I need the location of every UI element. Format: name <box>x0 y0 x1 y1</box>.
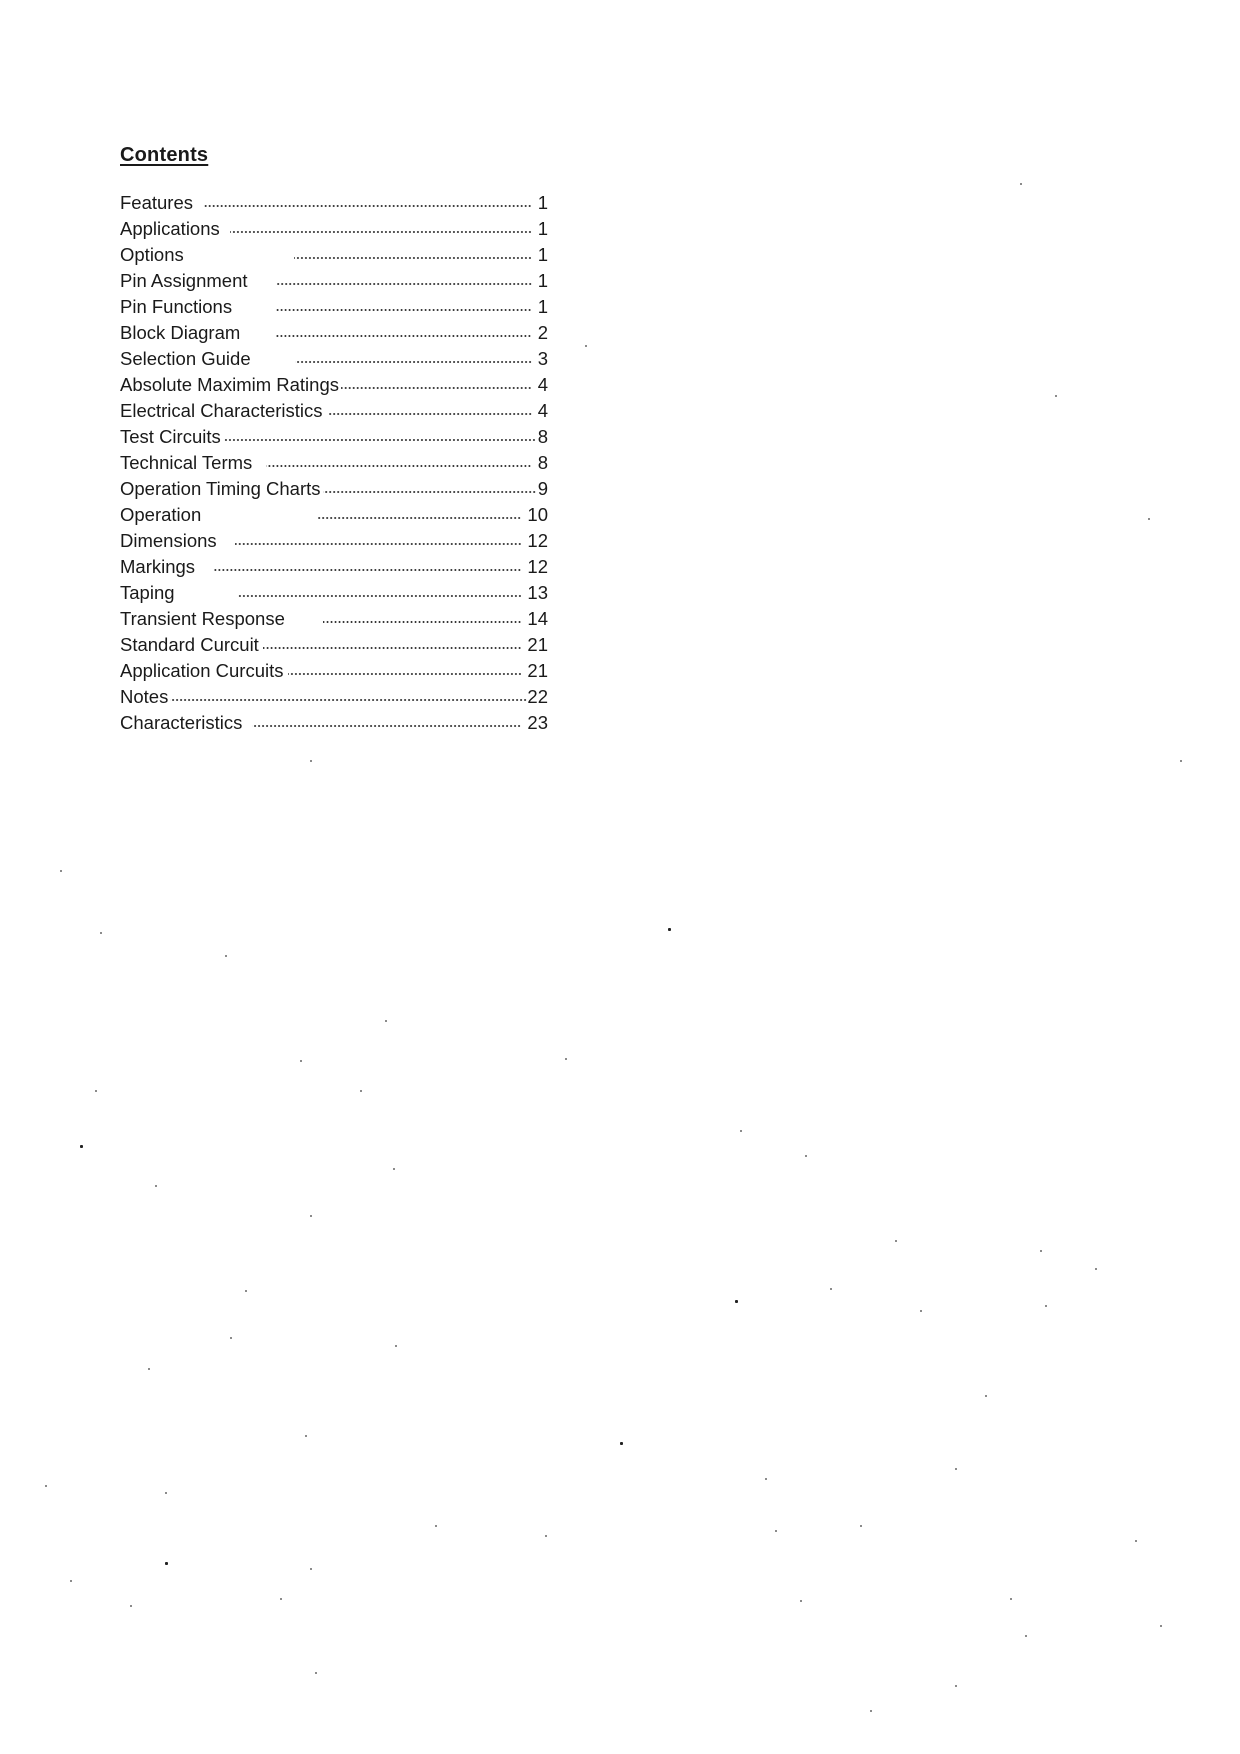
toc-entry-title: Block Diagram <box>120 322 241 343</box>
scan-speck <box>870 1710 872 1712</box>
dot-leader <box>288 673 522 675</box>
dot-leader <box>170 699 527 701</box>
scan-speck <box>620 1442 623 1445</box>
toc-entry-title: Technical Terms <box>120 452 253 473</box>
scan-speck <box>225 955 227 957</box>
toc-entry-title: Pin Assignment <box>120 270 248 291</box>
scan-speck <box>1040 1250 1042 1252</box>
toc-entry-page: 1 <box>537 218 548 239</box>
scan-speck <box>985 1395 987 1397</box>
dot-leader <box>295 361 532 363</box>
scan-speck <box>393 1168 395 1170</box>
toc-entry <box>120 320 548 346</box>
toc-entry-title: Notes <box>120 686 169 707</box>
scan-speck <box>565 1058 567 1060</box>
dot-leader <box>323 621 522 623</box>
scan-speck <box>100 932 102 934</box>
scan-speck <box>1180 760 1182 762</box>
dot-leader <box>203 205 532 207</box>
scan-speck <box>1020 183 1022 185</box>
dot-leader <box>266 465 531 467</box>
toc-entry-page: 8 <box>537 426 548 447</box>
toc-entry-title: Transient Response <box>120 608 285 629</box>
dot-leader <box>213 569 521 571</box>
scan-speck <box>360 1090 362 1092</box>
toc-entry <box>120 242 548 268</box>
scan-speck <box>60 870 62 872</box>
toc-entry-page: 1 <box>537 244 548 265</box>
dot-leader <box>276 309 532 311</box>
toc-entry-page: 12 <box>527 556 548 577</box>
dot-leader <box>294 257 532 259</box>
toc-entry <box>120 450 548 476</box>
toc-entry-page: 3 <box>537 348 548 369</box>
scan-speck <box>310 1568 312 1570</box>
table-of-contents <box>120 190 548 736</box>
scan-speck <box>805 1155 807 1157</box>
scan-speck <box>155 1185 157 1187</box>
toc-entry <box>120 554 548 580</box>
scan-speck <box>765 1478 767 1480</box>
scan-speck <box>1135 1540 1137 1542</box>
toc-entry-title: Applications <box>120 218 220 239</box>
scan-speck <box>165 1562 168 1565</box>
dot-leader <box>323 491 536 493</box>
scan-speck <box>1148 518 1150 520</box>
scan-speck <box>165 1492 167 1494</box>
toc-entry-title: Pin Functions <box>120 296 233 317</box>
toc-entry <box>120 632 548 658</box>
toc-entry <box>120 658 548 684</box>
scan-speck <box>310 760 312 762</box>
scan-speck <box>435 1525 437 1527</box>
toc-entry-page: 10 <box>527 504 548 525</box>
toc-entry-title: Taping <box>120 582 175 603</box>
dot-leader <box>329 413 532 415</box>
scan-speck <box>545 1535 547 1537</box>
toc-entry-page: 1 <box>537 296 548 317</box>
toc-entry-page: 14 <box>527 608 548 629</box>
scan-speck <box>95 1090 97 1092</box>
toc-entry-title: Application Curcuits <box>120 660 284 681</box>
toc-entry-page: 23 <box>527 712 548 733</box>
scan-speck <box>1010 1598 1012 1600</box>
scan-speck <box>230 1337 232 1339</box>
scan-speck <box>775 1530 777 1532</box>
toc-entry-title: Test Circuits <box>120 426 221 447</box>
contents-heading: Contents <box>120 144 209 166</box>
toc-entry-page: 12 <box>527 530 548 551</box>
toc-entry-page: 1 <box>537 270 548 291</box>
scan-speck <box>1095 1268 1097 1270</box>
scan-speck <box>395 1345 397 1347</box>
scan-speck <box>385 1020 387 1022</box>
scan-speck <box>315 1672 317 1674</box>
scan-speck <box>1025 1635 1027 1637</box>
dot-leader <box>276 283 532 285</box>
dot-leader <box>223 439 536 441</box>
scan-speck <box>70 1580 72 1582</box>
dot-leader <box>230 231 532 233</box>
scan-speck <box>800 1600 802 1602</box>
toc-entry-title: Features <box>120 192 194 213</box>
toc-entry-page: 21 <box>527 634 548 655</box>
toc-entry-page: 21 <box>527 660 548 681</box>
scan-speck <box>130 1605 132 1607</box>
scan-speck <box>740 1130 742 1132</box>
toc-entry-title: Standard Curcuit <box>120 634 259 655</box>
toc-entry-page: 8 <box>537 452 548 473</box>
toc-entry <box>120 476 548 502</box>
scan-speck <box>245 1290 247 1292</box>
scan-speck <box>80 1145 83 1148</box>
toc-entry-title: Absolute Maximim Ratings <box>120 374 339 395</box>
toc-entry <box>120 606 548 632</box>
dot-leader <box>235 543 522 545</box>
dot-leader <box>341 387 532 389</box>
toc-entry-title: Options <box>120 244 184 265</box>
scan-speck <box>45 1485 47 1487</box>
dot-leader <box>263 647 522 649</box>
scan-speck <box>300 1060 302 1062</box>
dot-leader <box>317 517 521 519</box>
scan-speck <box>955 1685 957 1687</box>
toc-entry <box>120 528 548 554</box>
scan-speck <box>920 1310 922 1312</box>
toc-entry <box>120 424 548 450</box>
scan-speck <box>585 345 587 347</box>
scan-speck <box>1055 395 1057 397</box>
toc-entry-title: Electrical Characteristics <box>120 400 323 421</box>
toc-entry-page: 4 <box>537 400 548 421</box>
toc-entry-page: 4 <box>537 374 548 395</box>
toc-entry <box>120 346 548 372</box>
dot-leader <box>252 725 521 727</box>
toc-entry <box>120 710 548 736</box>
toc-entry-page: 22 <box>527 686 548 707</box>
scan-speck <box>895 1240 897 1242</box>
dot-leader <box>237 595 522 597</box>
toc-entry <box>120 398 548 424</box>
toc-entry <box>120 190 548 216</box>
dot-leader <box>276 335 531 337</box>
toc-entry-title: Operation Timing Charts <box>120 478 321 499</box>
toc-entry-title: Operation <box>120 504 202 525</box>
toc-entry-title: Dimensions <box>120 530 217 551</box>
scan-speck <box>148 1368 150 1370</box>
toc-entry-page: 2 <box>537 322 548 343</box>
scan-speck <box>280 1598 282 1600</box>
scan-speck <box>735 1300 738 1303</box>
toc-entry <box>120 268 548 294</box>
toc-entry <box>120 502 548 528</box>
scan-speck <box>310 1215 312 1217</box>
toc-entry <box>120 372 548 398</box>
scan-speck <box>830 1288 832 1290</box>
scan-speck <box>1045 1305 1047 1307</box>
toc-entry <box>120 684 548 710</box>
scan-speck <box>305 1435 307 1437</box>
toc-entry-page: 1 <box>537 192 548 213</box>
toc-entry-title: Selection Guide <box>120 348 251 369</box>
toc-entry <box>120 216 548 242</box>
toc-entry <box>120 580 548 606</box>
scan-speck <box>668 928 671 931</box>
scan-speck <box>1160 1625 1162 1627</box>
toc-entry-title: Markings <box>120 556 196 577</box>
scan-speck <box>955 1468 957 1470</box>
toc-entry <box>120 294 548 320</box>
toc-entry-page: 13 <box>527 582 548 603</box>
scan-speck <box>860 1525 862 1527</box>
toc-entry-page: 9 <box>537 478 548 499</box>
toc-entry-title: Characteristics <box>120 712 243 733</box>
